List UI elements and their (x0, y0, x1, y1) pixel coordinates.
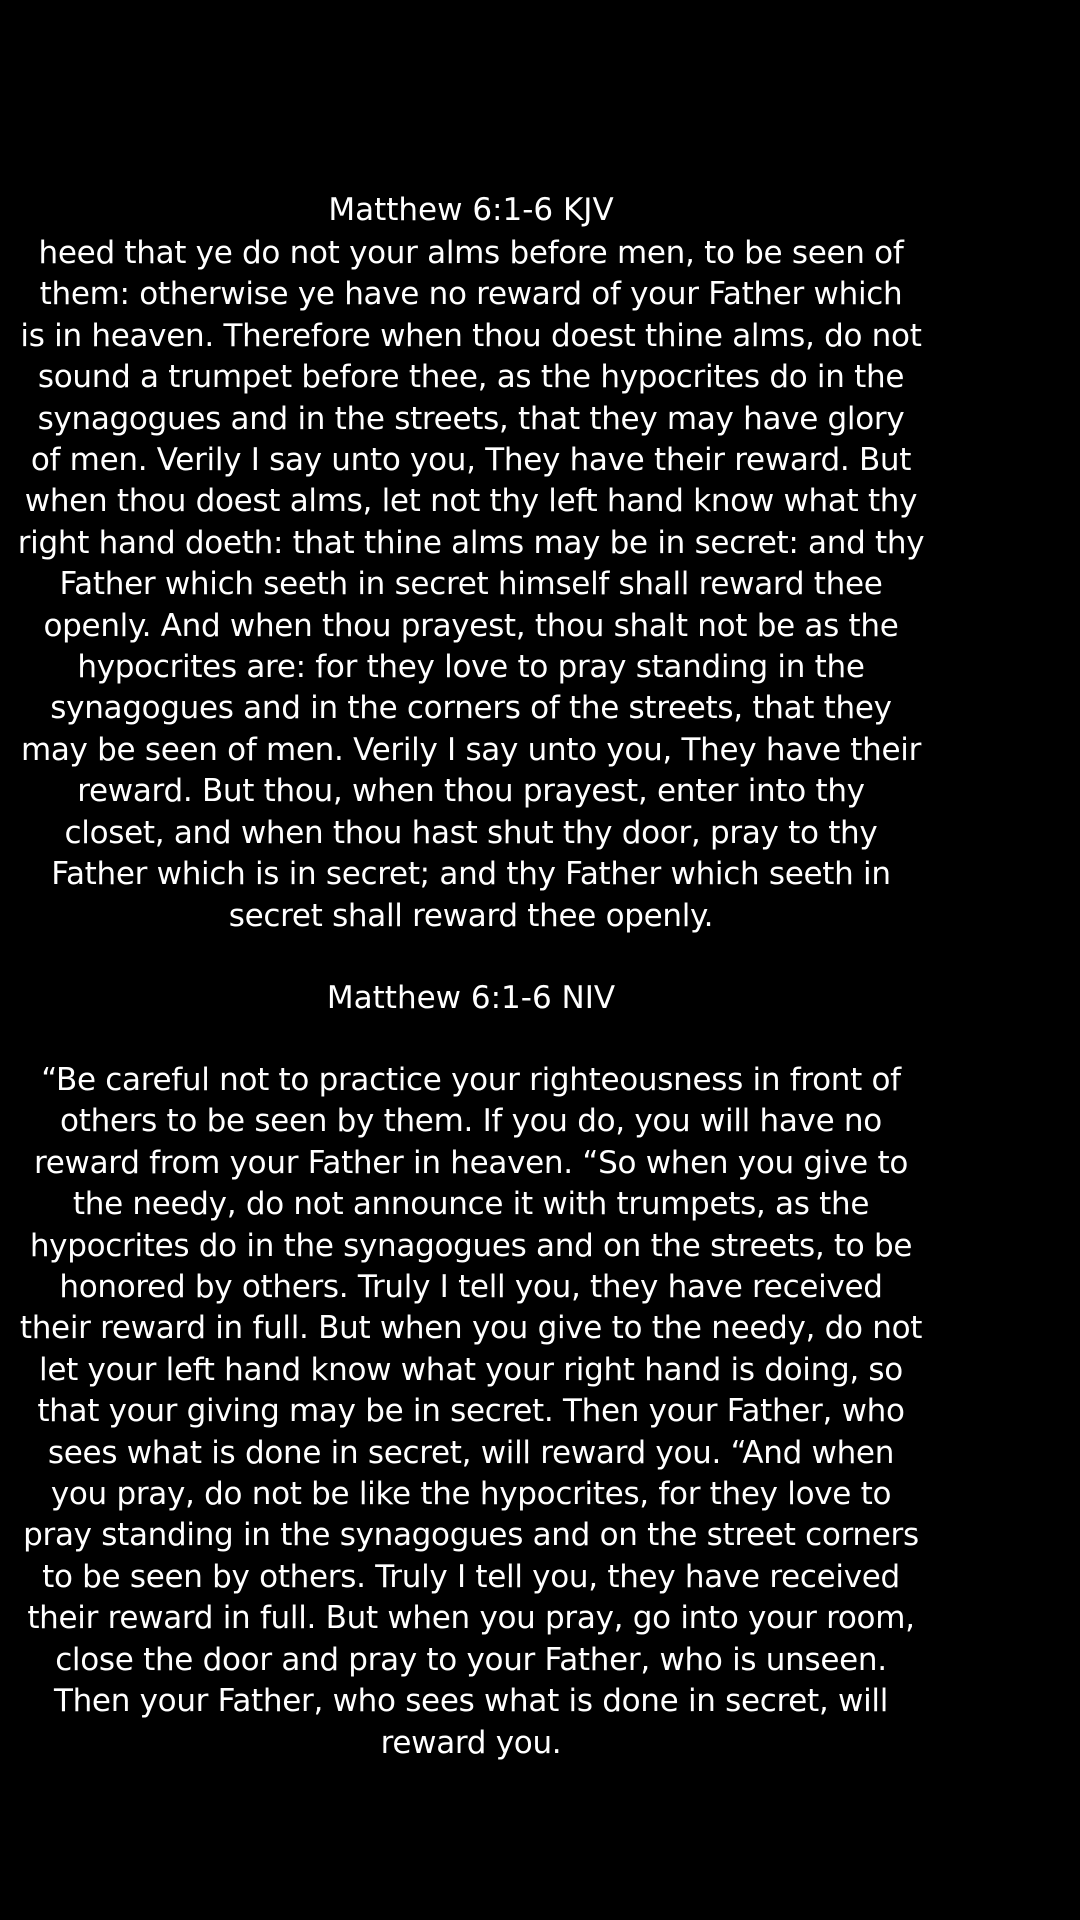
kjv-line: heed that ye do not your alms before men, to be seen of (38, 235, 904, 271)
kjv-line: of men. Verily I say unto you, They have their reward. But (30, 442, 912, 479)
kjv-line: right hand doeth: that thine alms may be in secret: and thy (17, 524, 925, 561)
kjv-line: them: otherwise ye have no reward of your Father which (39, 276, 903, 313)
kjv-line: hypocrites are: for they love to pray standing in the (77, 649, 865, 686)
niv-line: close the door and pray to your Father, who is unseen. (55, 1641, 887, 1678)
niv-line: let your left hand know what your right hand is doing, so (39, 1351, 903, 1388)
kjv-line: secret shall reward thee openly. (228, 897, 714, 934)
kjv-line: reward. But thou, when thou prayest, enter into thy (77, 773, 865, 810)
kjv-line: sound a trumpet before thee, as the hypocrites do in the (37, 359, 905, 396)
niv-line: others to be seen by them. If you do, you will have no (60, 1103, 882, 1140)
kjv-line: closet, and when thou hast shut thy door, pray to thy (64, 814, 878, 851)
kjv-line: is in heaven. Therefore when thou doest thine alms, do not (20, 317, 922, 354)
niv-line: reward you. (380, 1724, 562, 1761)
kjv-line: may be seen of men. Verily I say unto you, They have their (20, 731, 922, 768)
niv-line: pray standing in the synagogues and on the street corners (23, 1517, 919, 1554)
kjv-line: Father which seeth in secret himself shall reward thee (59, 566, 883, 603)
niv-line: you pray, do not be like the hypocrites, for they love to (50, 1476, 892, 1513)
niv-line: their reward in full. But when you pray, go into your room, (27, 1600, 915, 1637)
kjv-heading: Matthew 6:1-6 KJV (328, 192, 614, 228)
niv-line: the needy, do not announce it with trumpets, as the (72, 1186, 870, 1223)
kjv-line: openly. And when thou prayest, thou shalt not be as the (43, 607, 899, 644)
niv-line: Then your Father, who sees what is done in secret, will (53, 1683, 889, 1720)
niv-line: hypocrites do in the synagogues and on the streets, to be (29, 1227, 913, 1264)
kjv-line: synagogues and in the streets, that they may have glory (37, 400, 905, 437)
niv-line: that your giving may be in secret. Then your Father, who (37, 1393, 905, 1430)
kjv-line: when thou doest alms, let not thy left hand know what thy (24, 483, 918, 520)
niv-line: honored by others. Truly I tell you, they have received (59, 1269, 883, 1306)
niv-line: “Be careful not to practice your righteousness in front of (41, 1062, 901, 1098)
niv-heading: Matthew 6:1-6 NIV (326, 980, 616, 1016)
niv-line: to be seen by others. Truly I tell you, they have received (42, 1558, 900, 1595)
niv-line: reward from your Father in heaven. “So when you give to (34, 1144, 908, 1181)
niv-line: their reward in full. But when you give to the needy, do not (19, 1310, 923, 1347)
niv-line: sees what is done in secret, will reward you. “And when (47, 1434, 895, 1471)
kjv-line: synagogues and in the corners of the streets, that they (50, 690, 892, 727)
kjv-line: Father which is in secret; and thy Father which seeth in (51, 856, 891, 893)
kjv-passage (12, 233, 930, 937)
niv-passage (12, 1060, 930, 1764)
